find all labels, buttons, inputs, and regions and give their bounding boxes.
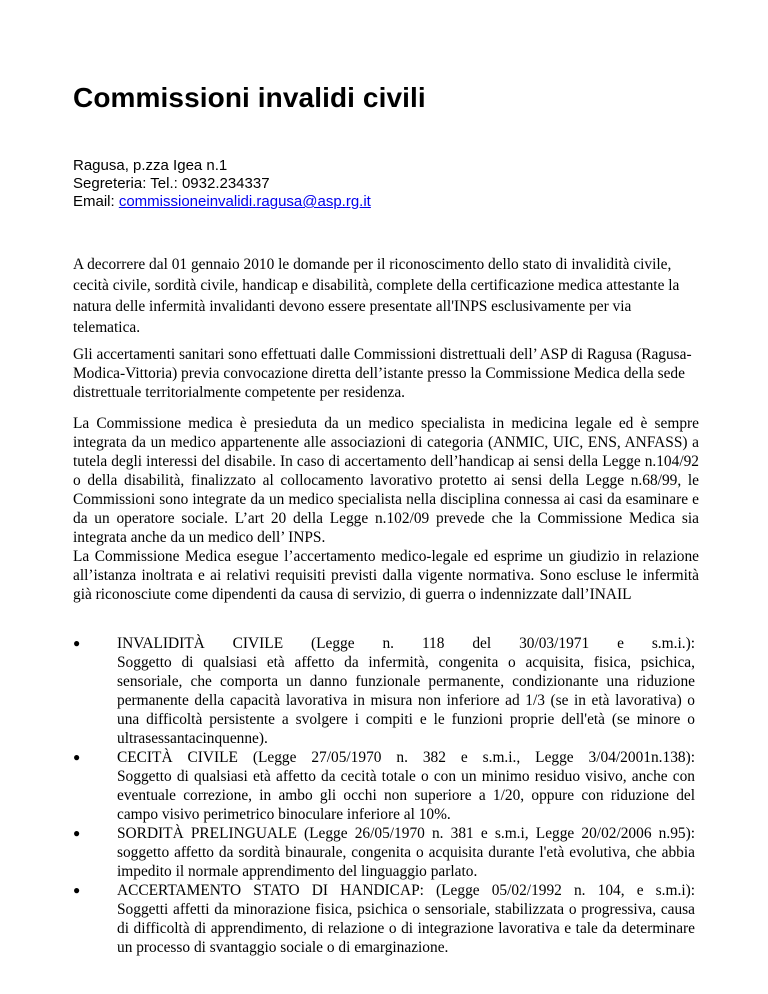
- list-item-heading: ACCERTAMENTO STATO DI HANDICAP: (Legge 05/02/1992 n. 104, e s.m.i):: [117, 882, 695, 899]
- bullet-icon: ●: [73, 883, 81, 897]
- list-item-text: soggetto affetto da sordità binaurale, congenita o acquisita durante l'età evolutiva, che abbia impedito il normale apprendimento del linguaggio parlato.: [117, 844, 695, 880]
- list-item-heading: CECITÀ CIVILE (Legge 27/05/1970 n. 382 e s.m.i., Legge 3/04/2001n.138):: [117, 749, 695, 766]
- contact-block: [73, 157, 371, 211]
- paragraph-telematica: A decorrere dal 01 gennaio 2010 le domande per il riconoscimento dello stato di invalidità civile, cecità civile, sordità civile, handicap e disabilità, complete della certificazione medica attestante la natura delle infermità invalidanti devono essere presentate all'INPS esclusivamente per via telematica.: [73, 256, 680, 336]
- contact-address: Ragusa, p.zza Igea n.1: [73, 157, 228, 174]
- list-item-heading: INVALIDITÀ CIVILE (Legge n. 118 del 30/03/1971 e s.m.i.):: [117, 635, 695, 652]
- email-label: Email:: [73, 193, 119, 210]
- list-item-text: Soggetto di qualsiasi età affetto da cecità totale o con un minimo residuo visivo, anche con eventuale correzione, in ambo gli occhi non superiore a 1/20, oppure con riduzione del campo visivo perimetrico binoculare inferiore al 10%.: [117, 768, 695, 823]
- email-link[interactable]: commissioneinvalidi.ragusa@asp.rg.it: [118, 193, 371, 210]
- list-item-text: Soggetti affetti da minorazione fisica, psichica o sensoriale, stabilizzata o progressiva, causa di difficoltà di apprendimento, di relazione o di integrazione lavorativa e tale da determinare un processo di svantaggio sociale o di emarginazione.: [117, 901, 695, 956]
- bullet-icon: ●: [73, 636, 81, 650]
- list-item: [73, 881, 695, 957]
- bullet-icon: ●: [73, 750, 81, 764]
- list-item: [73, 824, 695, 881]
- page-title: Commissioni invalidi civili: [73, 82, 426, 113]
- contact-email-row: [73, 193, 371, 211]
- paragraph-commissione: La Commissione medica è presieduta da un medico specialista in medicina legale ed è sempre integrata da un medico appartenente alle associazioni di categoria (ANMIC, UIC, ENS, ANFASS) a tutela degli interessi del disabile. In caso di accertamento dell’handicap ai sensi della Legge n.104/92 o della disabilità, finalizzato al collocamento lavorativo protetto ai sensi della Legge n.68/99, le Commissioni sono integrate da un medico specialista nella disciplina connessa ai casi da esaminare e da un operatore sociale. L’art 20 della Legge n.102/09 prevede che la Commissione Medica sia integrata anche da un medico dell’ INPS.: [73, 415, 699, 546]
- paragraph-accertamenti: Gli accertamenti sanitari sono effettuati dalle Commissioni distrettuali dell’ ASP di Ragusa (Ragusa-Modica-Vittoria) previa convocazione diretta dell’istante presso la Commissione Medica della sede distrettuale territorialmente competente per residenza.: [73, 346, 692, 401]
- bullet-icon: ●: [73, 826, 81, 840]
- list-item-heading: SORDITÀ PRELINGUALE (Legge 26/05/1970 n. 381 e s.m.i, Legge 20/02/2006 n.95):: [117, 825, 695, 842]
- list-item: [73, 748, 695, 824]
- contact-phone: Segreteria: Tel.: 0932.234337: [73, 175, 270, 192]
- list-item: [73, 634, 695, 748]
- categories-list: [73, 634, 695, 957]
- paragraph-giudizio: La Commissione Medica esegue l’accertamento medico-legale ed esprime un giudizio in relazione all’istanza inoltrata e ai relativi requisiti previsti dalla vigente normativa. Sono escluse le infermità già riconosciute come dipendenti da causa di servizio, di guerra o indennizzate dall’INAIL: [73, 548, 699, 603]
- list-item-text: Soggetto di qualsiasi età affetto da infermità, congenita o acquisita, fisica, psichica, sensoriale, che comporta un danno funzionale permanente, condizionante una riduzione permanente della capacità lavorativa in misura non inferiore ad 1/3 (se in età lavorativa) o una difficoltà persistente a svolgere i compiti e le funzioni proprie dell'età (se minore o ultrasessantacinquenne).: [117, 654, 695, 747]
